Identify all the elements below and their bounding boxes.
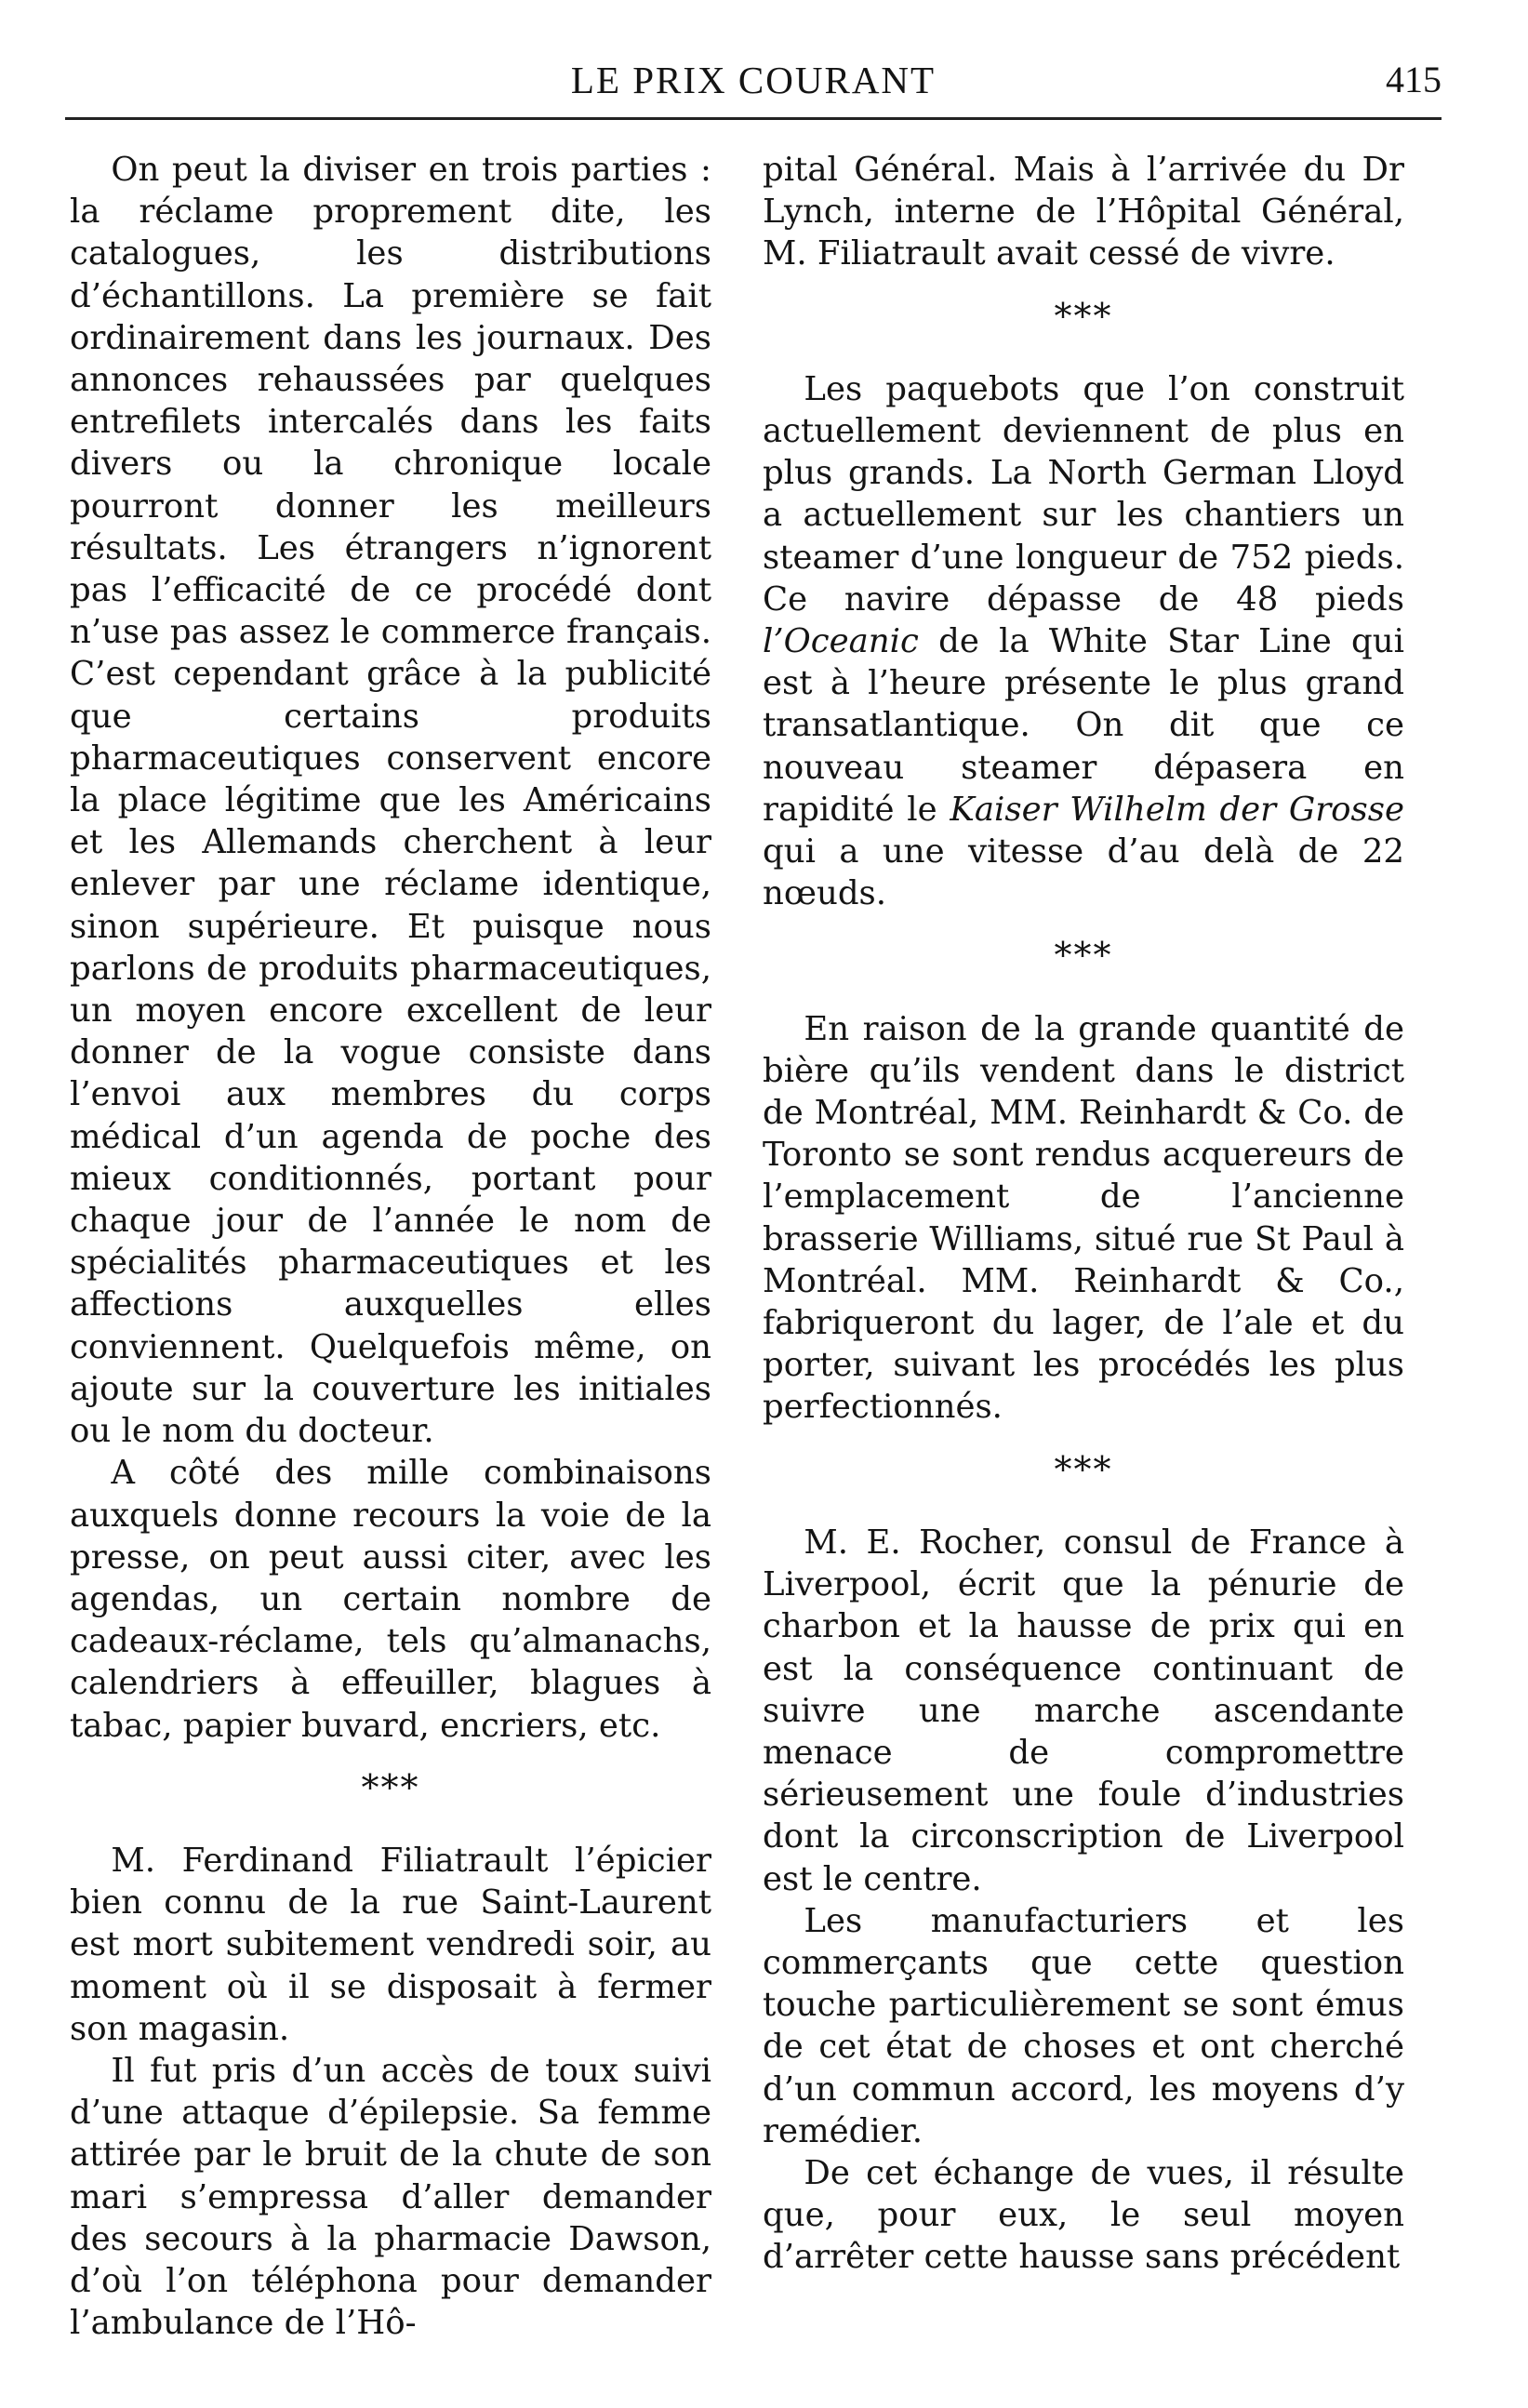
section-separator-asterism: ***: [1054, 935, 1113, 977]
left-column: [70, 149, 711, 2344]
article-paragraph: On peut la diviser en trois parties : la réclame proprement dite, les catalogues, les distributions d’échantillons. La première se fait ordinairement dans les journaux. Des annonces rehaussées par quelques entrefilets intercalés dans les faits divers ou la chronique locale pourront donner les meilleurs résultats. Les étrangers n’ignorent pas l’efficacité de ce procédé dont n’use pas assez le commerce français. C’est cependant grâce à la publicité que certains produits pharmaceutiques conservent encore la place légitime que les Américains et les Allemands cherchent à leur enlever par une réclame identique, sinon supérieure. Et puisque nous parlons de produits pharmaceutiques, un moyen encore excellent de leur donner de la vogue consiste dans l’envoi aux membres du corps médical d’un agenda de poche des mieux conditionnés, portant pour chaque jour de l’année le nom de spécialités pharmaceutiques et les affections auxquelles elles conviennent. Quelquefois même, on ajoute sur la couverture les initiales ou le nom du docteur.: [70, 151, 711, 1451]
text-run: Les paquebots que l’on construit actuellement deviennent de plus en plus grands. La North German Lloyd a actuellement sur les chantiers un steamer d’une longueur de 752 pieds. Ce navire dépasse de 48 pieds: [763, 369, 1404, 619]
article-paragraph: De cet échange de vues, il résulte que, pour eux, le seul moyen d’arrêter cette hausse sans précédent: [763, 2153, 1404, 2277]
article-paragraph: M. E. Rocher, consul de France à Liverpool, écrit que la pénurie de charbon et la hausse de prix qui en est la conséquence continuant de suivre une marche ascendante menace de compromettre sérieusement une foule d’industries dont la circonscription de Liverpool est le centre.: [763, 1523, 1404, 1898]
page-number: 415: [1386, 59, 1442, 100]
article-paragraph: M. Ferdinand Filiatrault l’épicier bien connu de la rue Saint-Laurent est mort subitement vendredi soir, au moment où il se disposait à fermer son magasin.: [70, 1841, 711, 2048]
article-paragraph: A côté des mille combinaisons auxquels donne recours la voie de la presse, on peut aussi citer, avec les agendas, un certain nombre de cadeaux-réclame, tels qu’almanachs, calendriers à effeuiller, blagues à tabac, papier buvard, encriers, etc.: [70, 1454, 711, 1745]
right-column: [763, 149, 1404, 2279]
ship-name: Kaiser Wilhelm der Grosse: [950, 790, 1404, 829]
ship-name: l’Oceanic: [763, 622, 919, 661]
article-paragraph: [763, 368, 1404, 915]
section-separator-asterism: ***: [1054, 1448, 1113, 1490]
section-separator-asterism: ***: [1054, 295, 1113, 337]
text-run: qui a une vitesse d’au delà de 22 nœuds.: [763, 832, 1404, 913]
header-rule: [65, 117, 1442, 120]
running-head: [65, 58, 1442, 113]
text-run: de la White Star Line qui est à l’heure présente le plus grand transatlantique. On dit que ce nouveau steamer dépasera en rapidité le: [763, 622, 1404, 829]
article-paragraph: Il fut pris d’un accès de toux suivi d’une attaque d’épilepsie. Sa femme attirée par le bruit de la chute de son mari s’empressa d’aller demander des secours à la pharmacie Dawson, d’où l’on téléphona pour demander l’ambulance de l’Hô-: [70, 2051, 711, 2343]
article-paragraph: En raison de la grande quantité de bière qu’ils vendent dans le district de Montréal, MM. Reinhardt & Co. de Toronto se sont rendus acquereurs de l’emplacement de l’ancienne brasserie Williams, situé rue St Paul à Montréal. MM. Reinhardt & Co., fabriqueront du lager, de l’ale et du porter, suivant les procédés les plus perfectionnés.: [763, 1009, 1404, 1427]
article-paragraph-continued: pital Général. Mais à l’arrivée du Dr Lynch, interne de l’Hôpital Général, M. Filiatrault avait cessé de vivre.: [763, 151, 1404, 273]
section-separator-asterism: ***: [361, 1766, 420, 1808]
article-paragraph: Les manufacturiers et les commerçants que cette question touche particulièrement se sont émus de cet état de choses et ont cherché d’un commun accord, les moyens d’y remédier.: [763, 1901, 1404, 2150]
publication-title: LE PRIX COURANT: [570, 59, 937, 101]
